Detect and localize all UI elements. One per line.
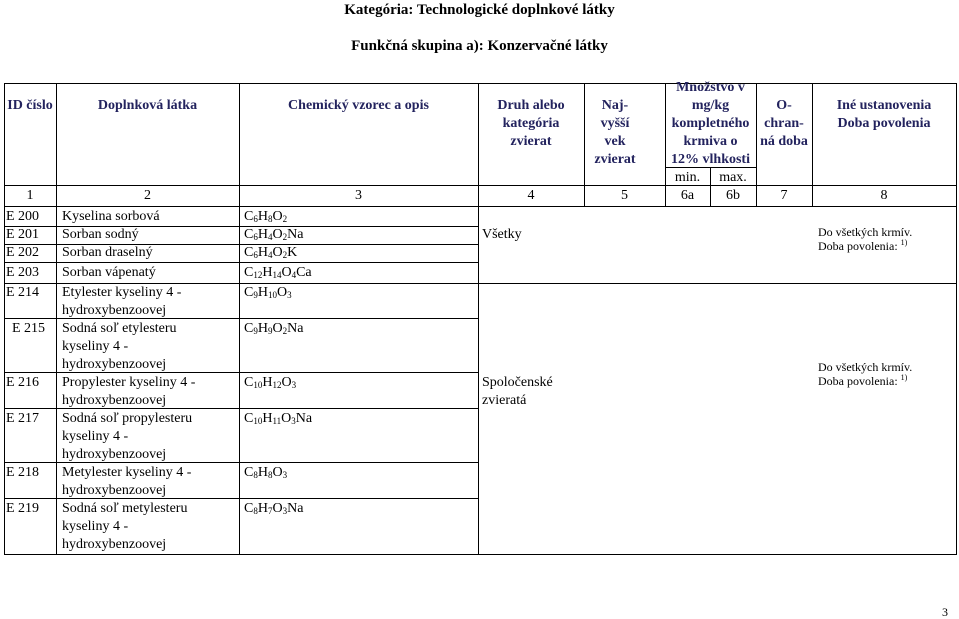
group2-note-line2: Doba povolenia: $^{1)}$ [818, 373, 908, 388]
row-formula: $C_8H_8O_3$ [244, 465, 288, 480]
row-formula: $C_6H_8O_2$ [244, 209, 288, 224]
header-min: min. [674, 170, 701, 185]
column-number: 7 [780, 188, 788, 203]
column-number: 1 [26, 188, 34, 203]
row-id: E 202 [6, 245, 40, 260]
row-formula: $C_{12}H_{14}O_4Ca$ [244, 265, 312, 280]
row-formula: $C_6H_4O_2K$ [244, 245, 298, 260]
category-title: Kategória: Technologické doplnkové látky [344, 2, 615, 18]
row-id: E 216 [6, 375, 40, 390]
row-formula: $C_8H_7O_3Na$ [244, 501, 304, 516]
row-formula: $C_{10}H_{12}O_3$ [244, 375, 297, 390]
row-id: E 219 [6, 501, 40, 516]
group1-note-line1: Do všetkých krmív. [818, 225, 913, 239]
row-id: E 214 [6, 285, 40, 300]
row-id: E 201 [6, 227, 40, 242]
row-id: E 215 [12, 321, 46, 336]
row-formula: $C_{10}H_{11}O_3Na$ [244, 411, 313, 426]
column-number: 2 [144, 188, 151, 203]
column-number: 6a [680, 188, 695, 203]
row-formula: $C_9H_9O_2Na$ [244, 321, 304, 336]
row-formula: $C_6H_4O_2Na$ [244, 227, 304, 242]
column-number: 4 [527, 188, 535, 203]
group1-animals: Všetky [482, 227, 522, 242]
row-substance: Sodná soľ propylesteru kyseliny 4 - hydroxybenzoovej [62, 411, 193, 462]
header-amount: Množstvo v mg/kg kompletného krmiva o 12% vlhkosti [671, 80, 750, 167]
row-substance: Sorban vápenatý [62, 265, 156, 280]
footnote-ref: 1) [900, 373, 908, 382]
group2-animals: Spoločenské zvieratá [482, 375, 553, 408]
header-max-age: Naj-vyšší vek zvierat [594, 98, 636, 167]
group1-note-line2: Doba povolenia: $^{1)}$ [818, 238, 908, 253]
row-id: E 200 [6, 209, 40, 224]
column-number: 6b [726, 188, 740, 203]
header-id: ID číslo [7, 98, 53, 113]
column-number: 5 [621, 188, 628, 203]
row-substance: Propylester kyseliny 4 - hydroxybenzoovej [62, 375, 196, 408]
header-max: max. [719, 170, 747, 185]
header-animal: Druh alebo kategória zvierat [497, 98, 565, 149]
row-id: E 203 [6, 265, 40, 280]
row-substance: Sodná soľ metylesteru kyseliny 4 - hydroxybenzoovej [62, 501, 188, 552]
group-title: Funkčná skupina a): Konzervačné látky [351, 38, 608, 54]
row-substance: Sorban sodný [62, 227, 139, 242]
column-number: 8 [880, 188, 888, 203]
header-other: Iné ustanovenia Doba povolenia [836, 98, 932, 131]
row-substance: Sodná soľ etylesteru kyseliny 4 - hydroxybenzoovej [62, 321, 177, 372]
row-substance: Metylester kyseliny 4 - hydroxybenzoovej [62, 465, 192, 498]
row-substance: Etylester kyseliny 4 - hydroxybenzoovej [62, 285, 182, 318]
header-substance: Doplnková látka [97, 98, 198, 113]
column-number: 3 [355, 188, 362, 203]
row-id: E 218 [6, 465, 40, 480]
row-substance: Kyselina sorbová [62, 209, 160, 224]
row-substance: Sorban draselný [62, 245, 153, 260]
footnote-ref: 1) [900, 238, 908, 247]
header-protection: O-chran-ná doba [760, 98, 808, 149]
row-id: E 217 [6, 411, 40, 426]
row-formula: $C_9H_{10}O_3$ [244, 285, 292, 300]
page-number: 3 [942, 605, 948, 619]
group2-note-line1: Do všetkých krmív. [818, 360, 913, 374]
header-formula: Chemický vzorec a opis [288, 98, 429, 113]
